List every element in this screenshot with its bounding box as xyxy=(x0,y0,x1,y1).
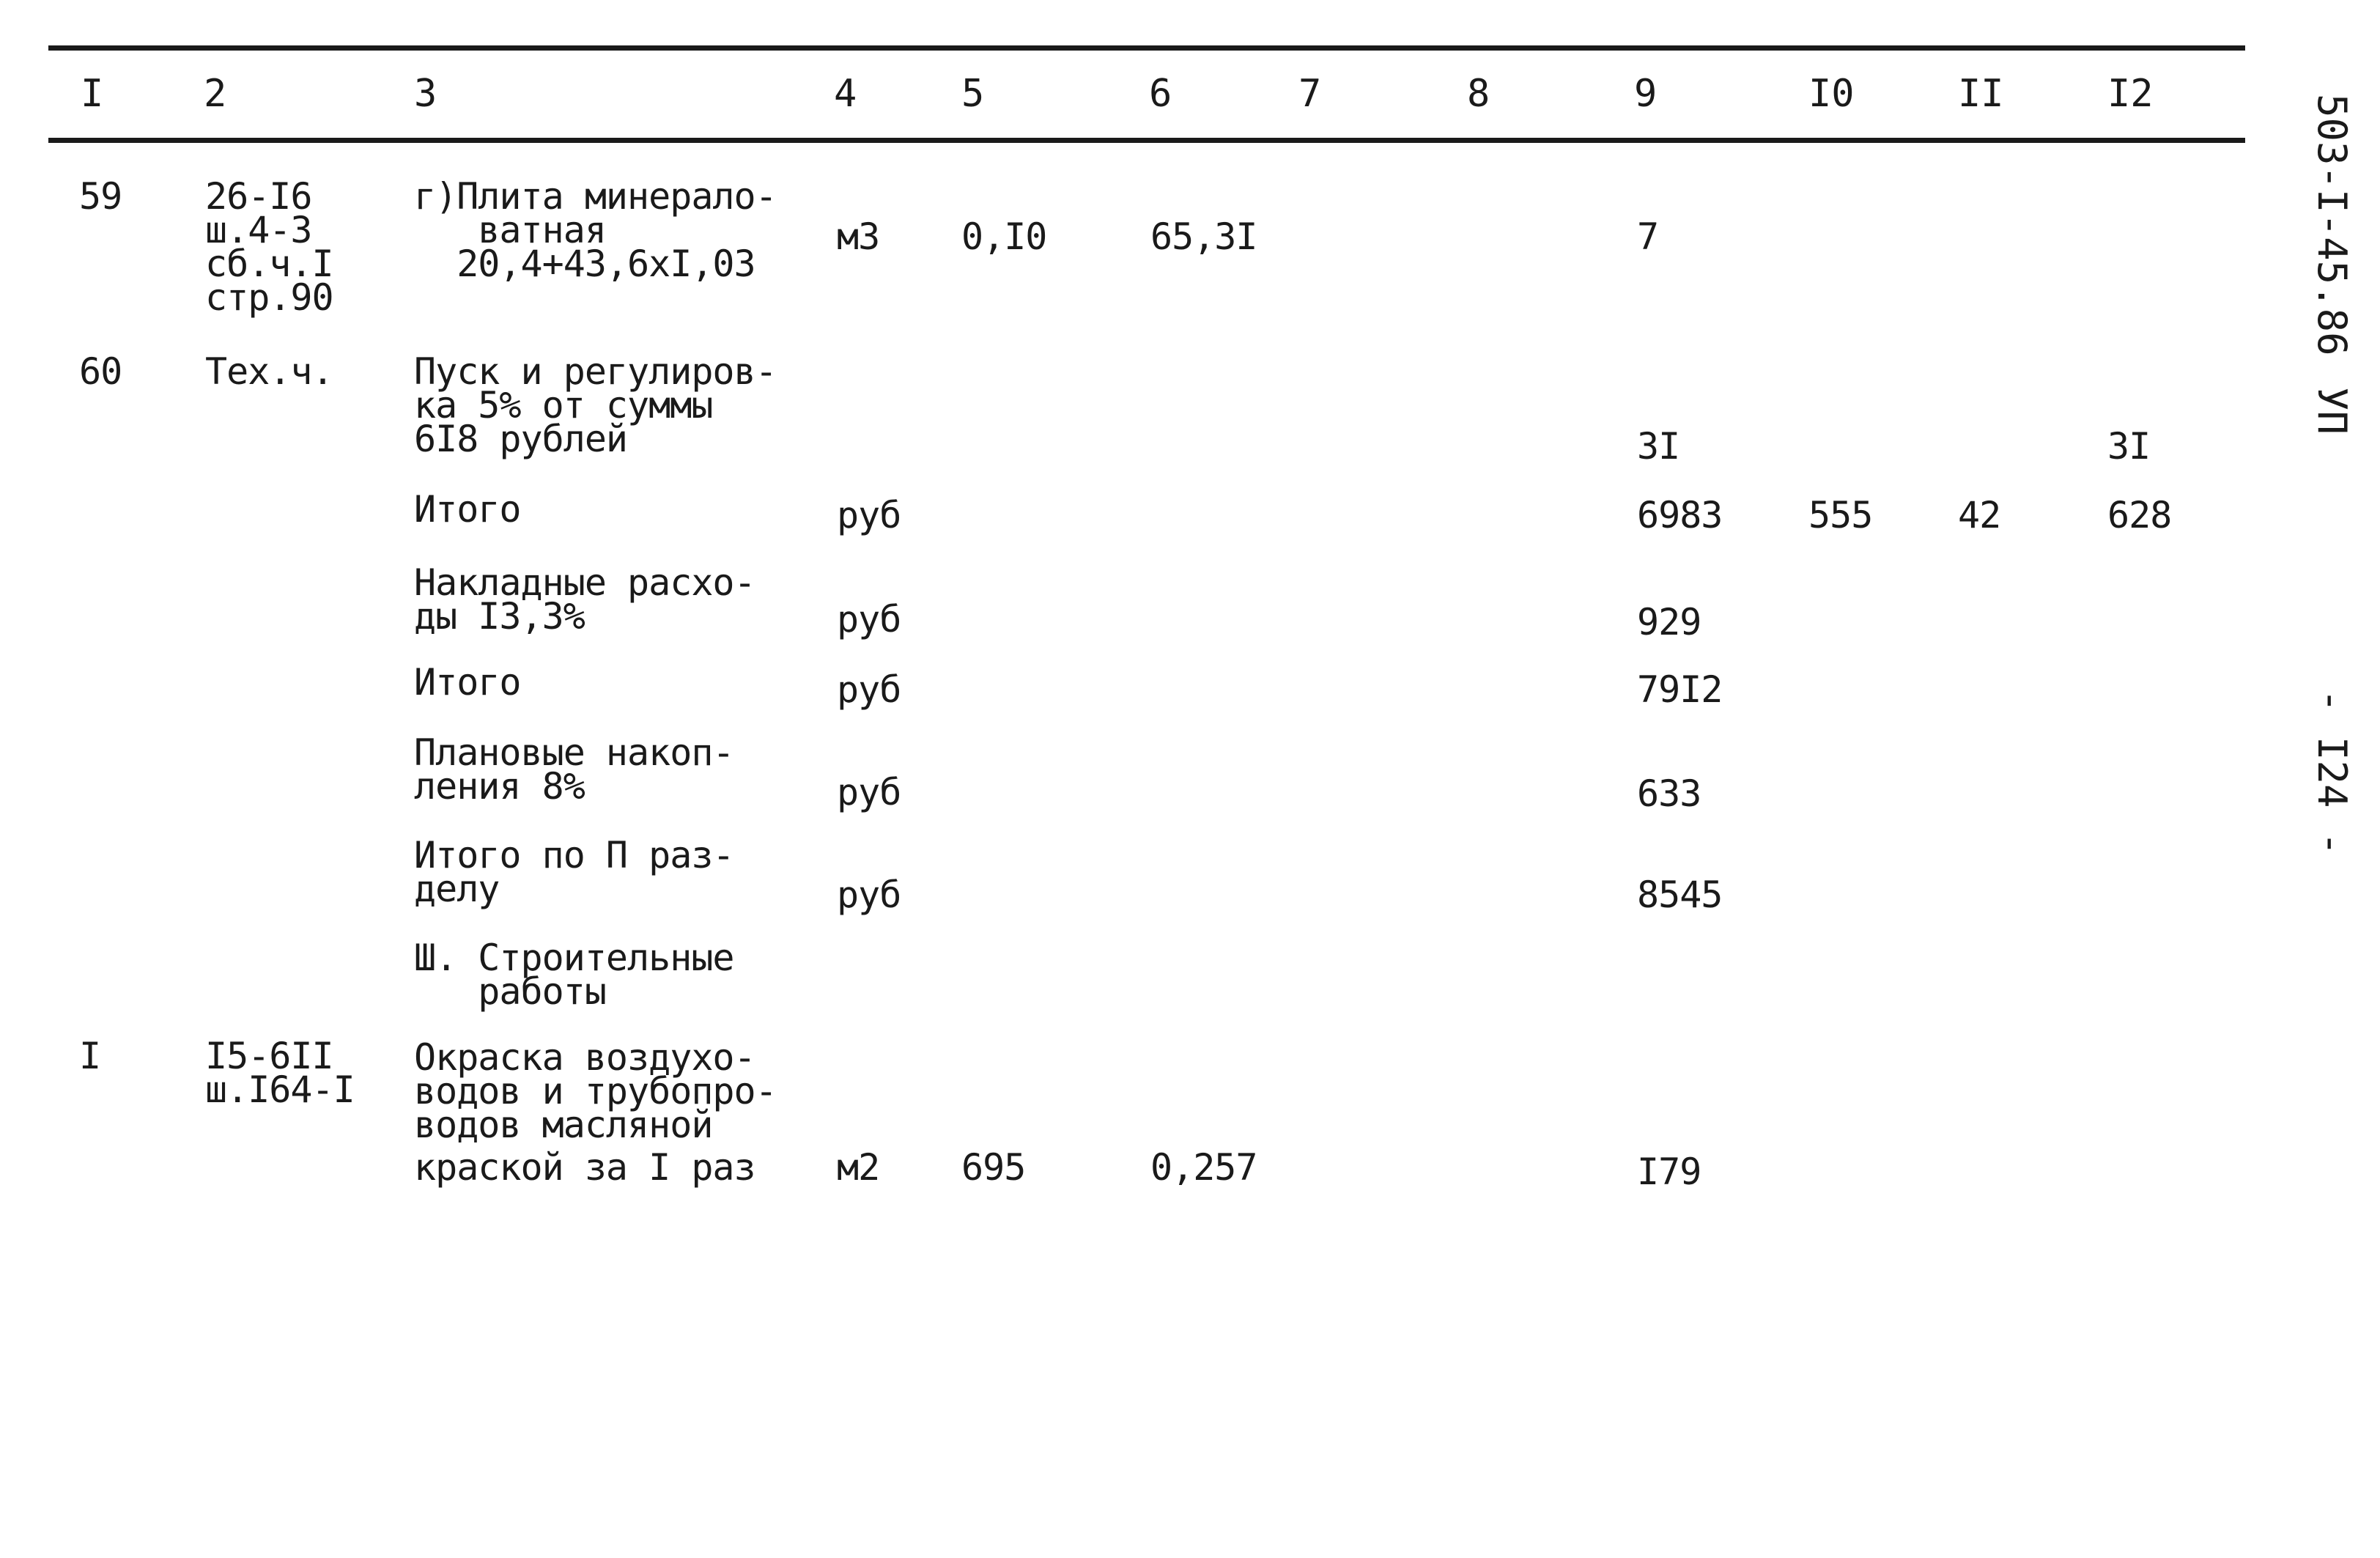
rate-code-line: ш.4-3 xyxy=(205,209,312,251)
column-header-3: 3 xyxy=(414,72,437,116)
album-number: УП xyxy=(2309,387,2355,435)
quantity: 0,I0 xyxy=(961,215,1047,258)
column-header-4: 4 xyxy=(834,72,857,116)
row-number: 59 xyxy=(79,175,122,218)
column-header-2: 2 xyxy=(204,72,227,116)
description-line: г)Плита минерало- xyxy=(414,175,777,218)
unit-price: 65,3I xyxy=(1150,215,1257,258)
column-header-9: 9 xyxy=(1634,72,1658,116)
document-code: 503-I-45.86 xyxy=(2309,94,2355,356)
description-line: Итого xyxy=(414,488,521,531)
rate-code-line: сб.ч.I xyxy=(205,243,333,285)
table-header-rule xyxy=(48,138,2245,143)
description-line: водов и трубопро- xyxy=(414,1070,777,1112)
description-line: 6I8 рублей xyxy=(414,418,628,460)
column-header-10: I0 xyxy=(1808,72,1855,116)
unit: руб xyxy=(837,771,901,813)
column-header-5: 5 xyxy=(961,72,985,116)
description-line: водов масляной xyxy=(414,1104,713,1146)
table-top-rule xyxy=(48,45,2245,51)
page-number: - I24 - xyxy=(2309,689,2355,856)
description-line: краской за I раз xyxy=(414,1146,755,1189)
column-header-1: I xyxy=(81,72,104,116)
column-header-11: II xyxy=(1958,72,2004,116)
column-10-value: 555 xyxy=(1808,494,1873,536)
column-header-7: 7 xyxy=(1298,72,1322,116)
description-line: ды I3,3% xyxy=(414,595,585,638)
row-number: 60 xyxy=(79,350,122,393)
description-line: ления 8% xyxy=(414,765,585,808)
column-11-value: 42 xyxy=(1958,494,2001,536)
description-line: Накладные расхо- xyxy=(414,561,755,604)
description-line: Пуск и регулиров- xyxy=(414,350,777,393)
total-cost: 3I xyxy=(1637,425,1680,468)
total-cost: 633 xyxy=(1637,772,1701,815)
total-cost: 7 xyxy=(1637,215,1659,258)
description-line: ватная xyxy=(414,209,606,251)
unit-price: 0,257 xyxy=(1150,1146,1257,1189)
rate-code-line: ш.I64-I xyxy=(205,1068,355,1111)
total-cost: 929 xyxy=(1637,601,1701,643)
unit: м3 xyxy=(837,215,880,258)
column-12-value: 3I xyxy=(2107,425,2151,468)
column-header-12: I2 xyxy=(2107,72,2154,116)
total-cost: 79I2 xyxy=(1637,668,1723,711)
description-line: делу xyxy=(414,868,500,910)
description-line: Итого xyxy=(414,661,521,704)
unit: руб xyxy=(837,598,901,640)
total-cost: I79 xyxy=(1637,1151,1701,1193)
column-header-8: 8 xyxy=(1467,72,1490,116)
column-header-6: 6 xyxy=(1149,72,1172,116)
column-12-value: 628 xyxy=(2107,494,2172,536)
total-cost: 6983 xyxy=(1637,494,1723,536)
unit: руб xyxy=(837,494,901,536)
description-line: Плановые накоп- xyxy=(414,731,734,774)
rate-code-line: стр.90 xyxy=(205,276,333,319)
unit: м2 xyxy=(837,1146,880,1189)
unit: руб xyxy=(837,668,901,711)
description-line: Ш. Строительные xyxy=(414,937,734,979)
rate-code-line: 26-I6 xyxy=(205,175,312,218)
rate-code-line: Тех.ч. xyxy=(205,350,333,393)
description-line: Окраска воздухо- xyxy=(414,1036,755,1079)
description-line: Итого по П раз- xyxy=(414,834,734,876)
unit: руб xyxy=(837,874,901,916)
description-line: 20,4+43,6хI,03 xyxy=(414,243,755,285)
description-line: ка 5% от суммы xyxy=(414,384,713,427)
quantity: 695 xyxy=(961,1146,1026,1189)
total-cost: 8545 xyxy=(1637,874,1723,916)
description-line: работы xyxy=(414,970,606,1013)
rate-code-line: I5-6II xyxy=(205,1035,333,1077)
row-number: I xyxy=(79,1035,101,1077)
